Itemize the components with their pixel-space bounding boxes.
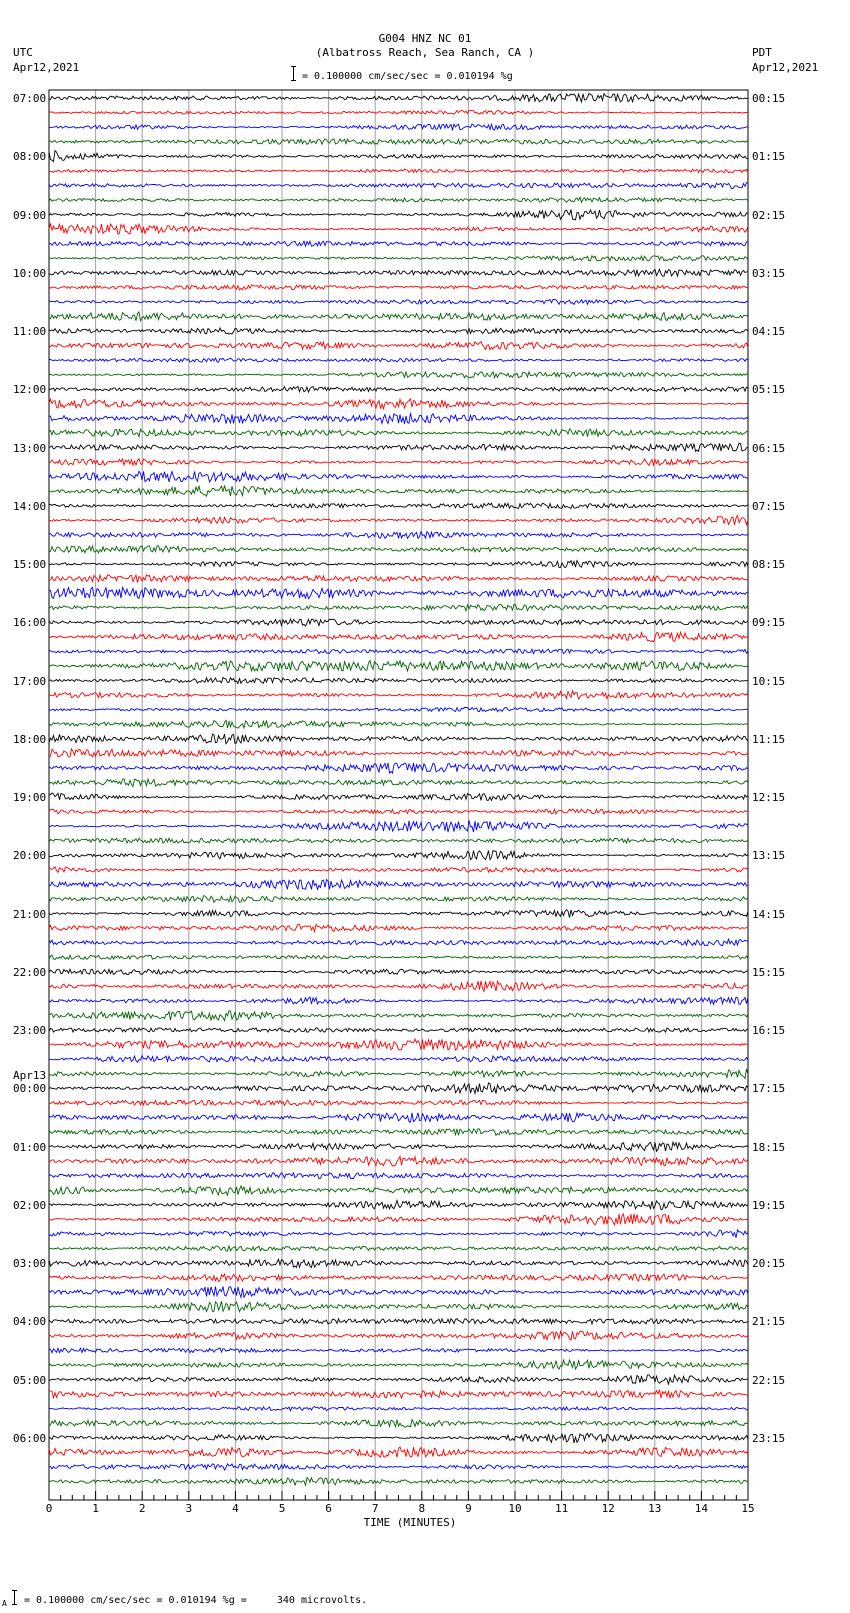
x-tick-label: 14: [694, 1502, 709, 1515]
seismic-trace: [49, 939, 748, 946]
x-tick-label: 8: [418, 1502, 426, 1515]
seismic-trace: [49, 880, 748, 890]
scale-bar-icon: [293, 66, 294, 80]
seismic-trace: [49, 1464, 748, 1470]
x-tick-label: 5: [278, 1502, 286, 1515]
right-hour-label: 03:15: [752, 266, 786, 280]
date-change-label: Apr13: [13, 1069, 47, 1082]
left-hour-label: 01:00: [13, 1140, 47, 1154]
left-hour-label: 13:00: [13, 441, 47, 455]
seismic-trace: [49, 707, 748, 711]
seismic-trace: [49, 1375, 748, 1384]
x-tick-label: 1: [92, 1502, 99, 1515]
seismic-trace: [49, 575, 748, 583]
seismic-traces: [49, 93, 748, 1485]
x-tick-label: 10: [508, 1502, 522, 1515]
seismic-trace: [49, 1069, 748, 1079]
right-hour-label: 01:15: [752, 150, 786, 164]
x-tick-label: 13: [648, 1502, 662, 1515]
seismic-trace: [49, 896, 748, 903]
seismic-trace: [49, 459, 748, 466]
seismic-trace: [49, 443, 748, 451]
seismic-trace: [49, 372, 748, 378]
seismic-trace: [49, 749, 748, 758]
right-hour-label: 09:15: [752, 616, 786, 630]
seismic-trace: [49, 691, 748, 699]
seismic-trace: [49, 285, 748, 290]
left-date: Apr12,2021: [13, 61, 80, 74]
seismic-trace: [49, 1083, 748, 1094]
left-hour-label: 10:00: [13, 266, 47, 280]
seismic-trace: [49, 632, 748, 642]
seismic-trace: [49, 1142, 748, 1151]
right-hour-label: 14:15: [752, 907, 786, 921]
seismic-trace: [49, 561, 748, 568]
right-hour-label: 10:15: [752, 674, 786, 688]
scale-label: = 0.100000 cm/sec/sec = 0.010194 %g: [302, 71, 513, 82]
x-tick-label: 7: [371, 1502, 379, 1515]
footer-scale-cap-bottom: [12, 1604, 17, 1605]
seismic-trace: [49, 210, 748, 220]
left-hour-label: 14:00: [13, 499, 47, 513]
seismic-trace: [49, 1100, 748, 1105]
seismic-trace: [49, 793, 748, 800]
footer-scale-cap-top: [12, 1590, 17, 1591]
seismic-trace: [49, 429, 748, 437]
scale-bar-cap-bottom: [291, 80, 296, 81]
station-location: (Albatross Reach, Sea Ranch, CA ): [315, 46, 535, 59]
left-hour-label: 17:00: [13, 674, 47, 688]
seismic-trace: [49, 312, 748, 321]
x-tick-label: 0: [45, 1502, 53, 1515]
seismic-trace: [49, 1028, 748, 1032]
seismic-trace: [49, 1287, 748, 1298]
right-hour-label: 08:15: [752, 558, 786, 571]
seismic-trace: [49, 269, 748, 276]
left-hour-label: 05:00: [13, 1373, 47, 1387]
seismic-trace: [49, 224, 748, 234]
left-timezone: UTC: [13, 46, 33, 59]
seismic-trace: [49, 1039, 748, 1050]
left-hour-label: 07:00: [13, 92, 47, 105]
seismic-trace: [49, 413, 748, 424]
seismic-trace: [49, 720, 748, 728]
x-tick-label: 6: [325, 1502, 332, 1515]
seismic-trace: [49, 1011, 748, 1021]
seismic-trace: [49, 867, 748, 873]
right-hour-label: 17:15: [752, 1082, 786, 1096]
seismic-trace: [49, 1301, 748, 1312]
seismic-trace: [49, 955, 748, 959]
seismic-trace: [49, 910, 748, 918]
seismic-trace: [49, 997, 748, 1004]
left-hour-label: 12:00: [13, 383, 47, 397]
x-tick-label: 9: [465, 1502, 472, 1515]
seismic-trace: [49, 981, 748, 992]
seismic-trace: [49, 838, 748, 843]
seismic-trace: [49, 587, 748, 598]
right-hour-label: 22:15: [752, 1373, 786, 1387]
right-hour-label: 18:15: [752, 1140, 786, 1154]
seismic-trace: [49, 342, 748, 350]
seismic-trace: [49, 358, 748, 362]
x-tick-label: 12: [601, 1502, 615, 1515]
seismic-trace: [49, 1348, 748, 1353]
right-hour-label: 07:15: [752, 499, 786, 513]
seismic-trace: [49, 93, 748, 102]
left-hour-label: 08:00: [13, 150, 47, 164]
seismic-trace: [49, 1390, 748, 1398]
seismic-trace: [49, 1246, 748, 1251]
seismic-trace: [49, 300, 748, 305]
right-hour-label: 05:15: [752, 383, 786, 397]
seismic-trace: [49, 503, 748, 508]
left-hour-label: 09:00: [13, 208, 47, 222]
seismic-trace: [49, 604, 748, 610]
right-hour-label: 16:15: [752, 1024, 786, 1037]
footer-scale-label: = 0.100000 cm/sec/sec = 0.010194 %g = 340 microvolts.: [24, 1595, 368, 1606]
left-hour-label: 21:00: [13, 907, 47, 921]
left-hour-label: 00:00: [13, 1082, 47, 1096]
x-tick-label: 2: [138, 1502, 146, 1515]
x-axis-title: TIME (MINUTES): [363, 1516, 457, 1529]
seismic-trace: [49, 677, 748, 683]
seismic-trace: [49, 241, 748, 246]
station-title: G004 HNZ NC 01: [378, 32, 472, 45]
seismic-trace: [49, 969, 748, 974]
right-hour-label: 00:15: [752, 92, 786, 105]
seismic-trace: [49, 256, 748, 261]
seismic-trace: [49, 1056, 748, 1063]
seismic-trace: [49, 183, 748, 189]
seismic-trace: [49, 532, 748, 539]
seismic-trace: [49, 649, 748, 653]
left-hour-label: 18:00: [13, 732, 47, 746]
seismic-trace: [49, 924, 748, 931]
footer-scale-bar-icon: [14, 1590, 15, 1604]
footer-prefix: A: [2, 1599, 7, 1608]
right-hour-label: 12:15: [752, 791, 786, 804]
seismic-trace: [49, 851, 748, 860]
right-hour-label: 19:15: [752, 1198, 786, 1212]
seismic-trace: [49, 1420, 748, 1428]
seismic-trace: [49, 110, 748, 114]
seismic-trace: [49, 471, 748, 482]
right-hour-label: 21:15: [752, 1315, 786, 1329]
left-hour-label: 11:00: [13, 325, 47, 338]
scale-bar-cap-top: [291, 66, 296, 67]
seismic-trace: [49, 197, 748, 202]
seismic-trace: [49, 1200, 748, 1209]
seismic-trace: [49, 124, 748, 130]
x-tick-label: 11: [554, 1502, 569, 1515]
right-hour-label: 04:15: [752, 325, 786, 338]
seismic-trace: [49, 763, 748, 773]
left-hour-label: 22:00: [13, 965, 47, 979]
right-hour-label: 13:15: [752, 849, 786, 863]
left-hour-label: 15:00: [13, 558, 47, 571]
x-tick-label: 3: [185, 1502, 193, 1515]
seismic-trace: [49, 1129, 748, 1136]
seismic-trace: [49, 516, 748, 525]
left-hour-label: 04:00: [13, 1315, 47, 1329]
seismic-trace: [49, 619, 748, 626]
left-hour-label: 16:00: [13, 616, 47, 630]
seismic-trace: [49, 779, 748, 787]
seismic-trace: [49, 661, 748, 672]
seismic-trace: [49, 1173, 748, 1179]
left-hour-label: 03:00: [13, 1257, 47, 1270]
seismic-trace: [49, 1214, 748, 1225]
seismic-trace: [49, 1156, 748, 1166]
x-tick-label: 15: [741, 1502, 755, 1515]
left-hour-label: 06:00: [13, 1431, 47, 1445]
seismic-trace: [49, 1331, 748, 1340]
seismic-trace: [49, 1407, 748, 1411]
left-hour-label: 19:00: [13, 791, 47, 804]
seismic-trace: [49, 1319, 748, 1324]
seismic-trace: [49, 169, 748, 173]
seismic-trace: [49, 820, 748, 832]
seismic-trace: [49, 399, 748, 409]
left-hour-label: 20:00: [13, 849, 47, 863]
time-axis: [46, 1491, 755, 1515]
seismic-trace: [49, 1447, 748, 1457]
right-hour-label: 11:15: [752, 732, 786, 746]
seismic-trace: [49, 1433, 748, 1443]
right-hour-label: 02:15: [752, 208, 786, 222]
seismic-trace: [49, 151, 748, 162]
seismic-trace: [49, 328, 748, 334]
seismic-trace: [49, 1113, 748, 1122]
left-hour-label: 23:00: [13, 1024, 47, 1037]
seismic-trace: [49, 809, 748, 814]
seismic-trace: [49, 734, 748, 744]
seismic-trace: [49, 1259, 748, 1267]
right-timezone: PDT: [752, 46, 772, 59]
right-hour-label: 20:15: [752, 1257, 786, 1270]
seismic-trace: [49, 1360, 748, 1369]
seismic-trace: [49, 139, 748, 144]
x-tick-label: 4: [232, 1502, 239, 1515]
seismic-trace: [49, 387, 748, 393]
seismic-trace: [49, 1230, 748, 1238]
seismic-trace: [49, 546, 748, 553]
right-date: Apr12,2021: [752, 61, 819, 74]
right-hour-label: 06:15: [752, 441, 786, 455]
left-hour-label: 02:00: [13, 1198, 47, 1212]
seismic-trace: [49, 1186, 748, 1195]
seismic-trace: [49, 1274, 748, 1281]
right-hour-label: 15:15: [752, 965, 786, 979]
seismic-trace: [49, 486, 748, 497]
right-hour-label: 23:15: [752, 1431, 786, 1445]
seismic-trace: [49, 1478, 748, 1486]
